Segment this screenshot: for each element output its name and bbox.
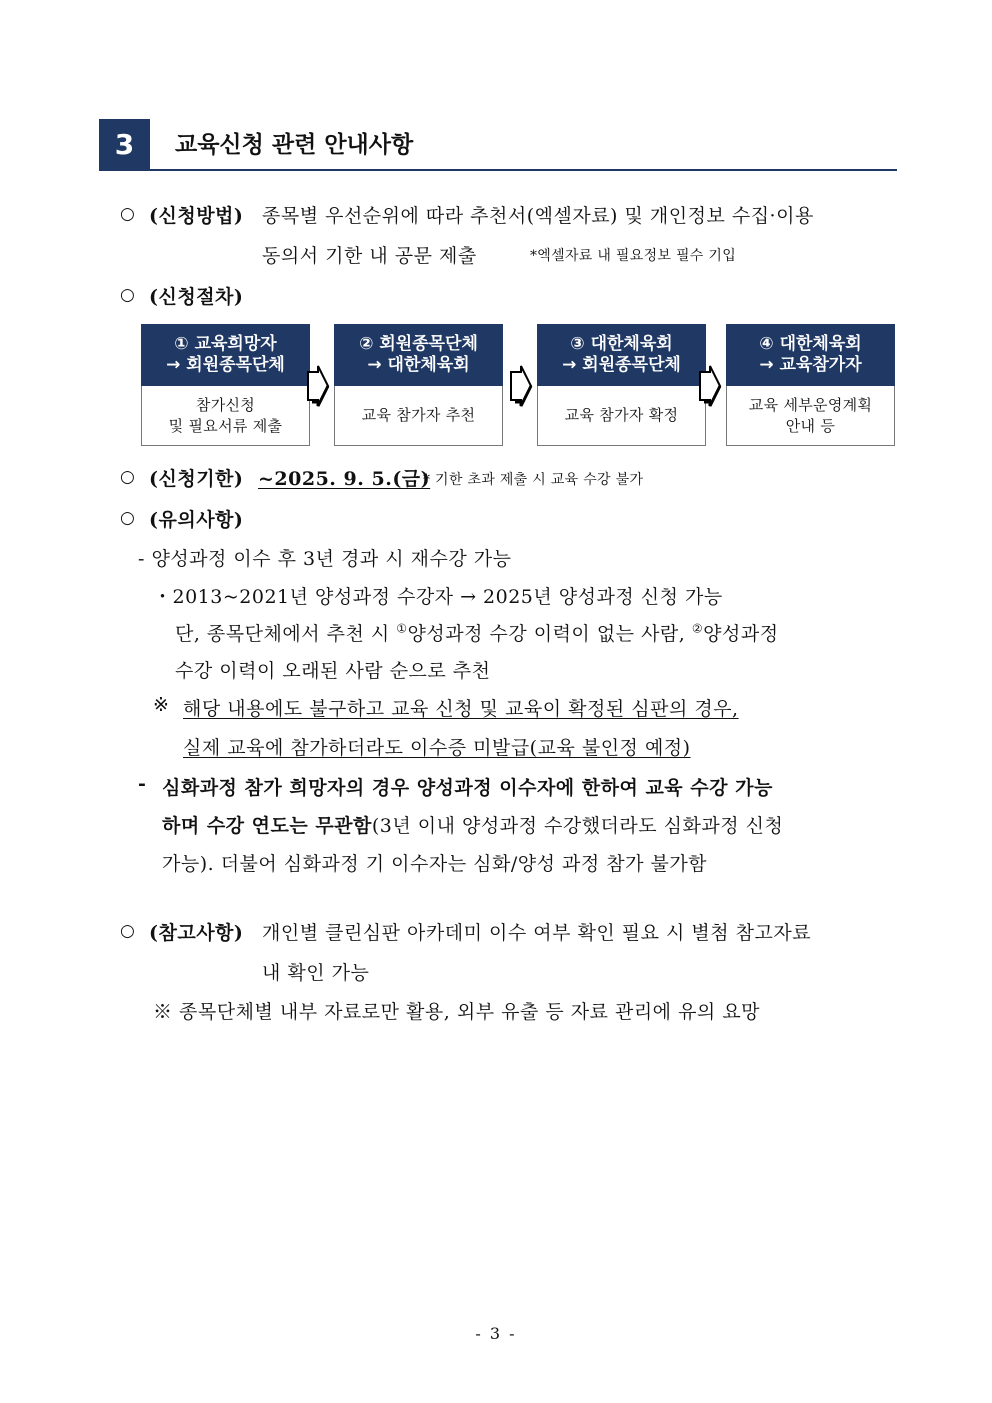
sup-1: ① <box>396 621 408 636</box>
step-4-desc-cont: 안내 등 <box>785 416 836 435</box>
notes-item-2-bold: 하며 수강 연도는 무관함 <box>162 815 372 837</box>
step-2-body <box>334 386 503 446</box>
section-divider <box>99 169 897 171</box>
step-2-desc: 교육 참가자 추천 <box>361 406 476 424</box>
step-3-title: ③ 대한체육회 <box>570 334 673 354</box>
notes-item-1: - 양성과정 이수 후 3년 경과 시 재수강 가능 <box>138 548 512 570</box>
warning-text: 해당 내용에도 불구하고 교육 신청 및 교육이 확정된 심판의 경우, <box>183 698 739 720</box>
step-2-title: ② 회원종목단체 <box>359 334 478 354</box>
method-note: *엑셀자료 내 필요정보 필수 기입 <box>530 248 737 264</box>
step-1-body <box>141 386 310 446</box>
step-2-box <box>334 324 503 446</box>
sup-2: ② <box>691 621 704 636</box>
notes-subitem-3: 수강 이력이 오래된 사람 순으로 추천 <box>175 660 491 682</box>
deadline-note: * 기한 초과 제출 시 교육 수강 불가 <box>423 472 644 488</box>
notes-subitem-2-a: 단, 종목단체에서 추천 시 <box>175 623 390 645</box>
step-2-head <box>334 324 503 386</box>
arrow-right-icon <box>304 364 330 408</box>
method-text: 종목별 우선순위에 따라 추천서(엑셀자료) 및 개인정보 수집·이용 <box>262 205 814 227</box>
arrow-right-icon <box>507 364 533 408</box>
section-number: 3 <box>99 119 150 170</box>
arrow-right-icon <box>696 364 722 408</box>
step-2-target: → 대한체육회 <box>367 355 470 375</box>
reference-text-cont: 내 확인 가능 <box>262 962 370 984</box>
step-1-head <box>141 324 310 386</box>
warning-mark: ※ <box>153 694 170 716</box>
bullet: ○ <box>120 204 135 224</box>
step-3-target: → 회원종목단체 <box>562 355 681 375</box>
bullet: ○ <box>120 467 135 487</box>
notes-item-2-rest: (3년 이내 양성과정 수강했더라도 심화과정 신청 <box>371 815 784 837</box>
page-number: - 3 - <box>475 1324 517 1343</box>
step-4-box <box>726 324 895 446</box>
section-title: 교육신청 관련 안내사항 <box>175 132 414 158</box>
notes-item-2-cont <box>162 811 783 838</box>
step-1-desc-cont: 및 필요서류 제출 <box>168 416 283 435</box>
step-1-target: → 회원종목단체 <box>166 355 285 375</box>
bullet: ○ <box>120 921 135 941</box>
notes-label: (유의사항) <box>149 509 244 531</box>
method-label: (신청방법) <box>149 205 244 227</box>
method-text-cont: 동의서 기한 내 공문 제출 <box>262 245 477 267</box>
step-3-head <box>537 324 706 386</box>
notes-subitem-1: ・2013~2021년 양성과정 수강자 → 2025년 양성과정 신청 가능 <box>153 586 723 608</box>
deadline-label: (신청기한) <box>149 468 244 490</box>
step-4-title: ④ 대한체육회 <box>759 334 862 354</box>
reference-label: (참고사항) <box>149 922 244 944</box>
bullet: ○ <box>120 285 135 305</box>
step-1-box <box>141 324 310 446</box>
bullet: ○ <box>120 508 135 528</box>
step-3-box <box>537 324 706 446</box>
step-4-body <box>726 386 895 446</box>
step-4-desc: 교육 세부운영계획 <box>748 395 873 414</box>
reference-note: ※ 종목단체별 내부 자료로만 활용, 외부 유출 등 자료 관리에 유의 요망 <box>153 1001 761 1023</box>
step-4-target: → 교육참가자 <box>759 355 862 375</box>
step-4-head <box>726 324 895 386</box>
notes-subitem-2-b: 양성과정 수강 이력이 없는 사람, <box>407 623 686 645</box>
notes-item-2: 심화과정 참가 희망자의 경우 양성과정 이수자에 한하여 교육 수강 가능 <box>162 777 773 799</box>
step-3-desc: 교육 참가자 확정 <box>564 406 679 424</box>
deadline-date: ~2025. 9. 5.(금) <box>258 468 431 490</box>
notes-item-2-end: 가능). 더불어 심화과정 기 이수자는 심화/양성 과정 참가 불가함 <box>162 853 708 875</box>
notes-subitem-2-c: 양성과정 <box>703 623 779 645</box>
warning-text-cont: 실제 교육에 참가하더라도 이수증 미발급(교육 불인정 예정) <box>183 737 691 759</box>
notes-dash: - <box>138 773 147 795</box>
step-3-body <box>537 386 706 446</box>
step-1-title: ① 교육희망자 <box>174 334 277 354</box>
reference-text: 개인별 클린심판 아카데미 이수 여부 확인 필요 시 별첨 참고자료 <box>262 922 812 944</box>
procedure-label: (신청절차) <box>149 286 244 308</box>
step-1-desc: 참가신청 <box>195 395 256 414</box>
notes-subitem-2 <box>175 619 779 646</box>
